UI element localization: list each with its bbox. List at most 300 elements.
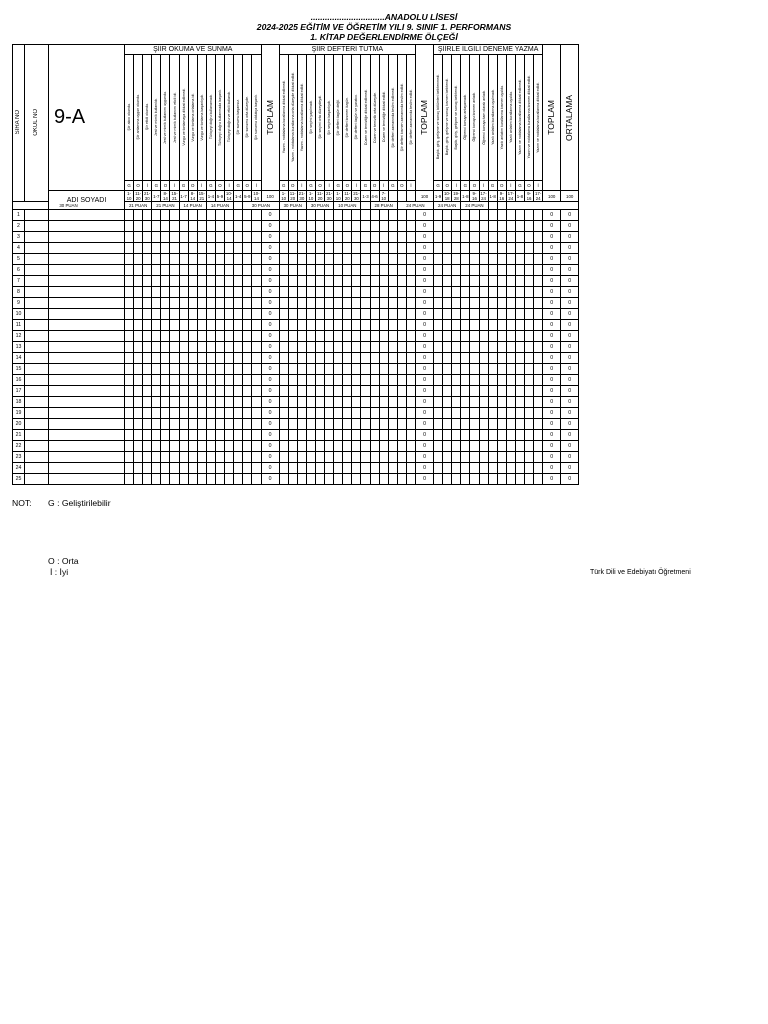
score-range — [343, 191, 352, 202]
score-cell — [288, 265, 297, 276]
score-cell — [452, 320, 461, 331]
grade-letter-text: G — [127, 183, 131, 188]
score-cell — [406, 375, 415, 386]
criterion-text: Yazım - noktalama kurallarına dikkat edildi. — [299, 82, 304, 152]
row-number — [13, 320, 25, 331]
score-cell — [434, 408, 443, 419]
score-cell — [206, 309, 215, 320]
score-cell — [361, 430, 370, 441]
score-cell — [406, 243, 415, 254]
score-cell — [161, 419, 170, 430]
section-total-cell-text: 0 — [423, 431, 426, 438]
table-row — [13, 375, 579, 386]
score-cell — [515, 474, 524, 485]
section-total-cell-text: 0 — [268, 398, 272, 405]
score-cell — [379, 474, 388, 485]
score-cell — [288, 287, 297, 298]
section-total-cell — [261, 298, 279, 309]
average-cell — [561, 430, 579, 441]
score-cell — [161, 320, 170, 331]
score-cell — [125, 386, 134, 397]
grade-letter — [515, 181, 524, 191]
score-range-text: 21-30 — [144, 191, 151, 201]
points-label — [397, 202, 433, 210]
score-range-text: 1-8 — [516, 193, 524, 199]
section-total-cell-text: 0 — [550, 365, 554, 372]
score-cell — [361, 309, 370, 320]
score-range — [225, 191, 234, 202]
score-cell — [152, 463, 161, 474]
section-total-cell — [543, 221, 561, 232]
grade-letter-text: G — [391, 183, 395, 188]
score-cell — [515, 320, 524, 331]
score-cell — [379, 298, 388, 309]
section-total-cell-text: 0 — [423, 266, 426, 273]
points-label — [306, 202, 333, 210]
score-cell — [406, 474, 415, 485]
score-cell — [325, 353, 334, 364]
section-total-cell-text: 0 — [423, 420, 426, 427]
score-range — [161, 191, 170, 202]
section-total-cell — [261, 474, 279, 485]
points-label-text: 10 PUAN — [338, 203, 357, 208]
score-cell — [352, 463, 361, 474]
score-cell — [252, 441, 261, 452]
average-cell — [561, 441, 579, 452]
adi-soyadi-header-text: ADI SOYADI — [66, 196, 107, 204]
row-number — [13, 430, 25, 441]
score-cell — [406, 408, 415, 419]
score-cell — [434, 419, 443, 430]
criterion — [325, 55, 334, 181]
score-cell — [352, 243, 361, 254]
score-cell — [406, 342, 415, 353]
score-cell — [215, 375, 224, 386]
score-cell — [506, 331, 515, 342]
score-cell — [288, 463, 297, 474]
score-cell — [179, 276, 188, 287]
section-total-cell — [261, 430, 279, 441]
score-cell — [243, 232, 252, 243]
score-cell — [188, 276, 197, 287]
score-cell — [325, 243, 334, 254]
row-number-text: 2 — [17, 222, 20, 229]
score-cell — [343, 331, 352, 342]
score-cell — [497, 474, 506, 485]
ortalama-header — [561, 45, 579, 191]
score-cell — [352, 298, 361, 309]
score-cell — [443, 430, 452, 441]
score-cell — [234, 441, 243, 452]
row-number-text: 20 — [15, 420, 22, 427]
score-cell — [315, 232, 324, 243]
score-cell — [524, 353, 533, 364]
criterion — [143, 55, 152, 181]
score-cell — [443, 232, 452, 243]
score-cell — [352, 331, 361, 342]
score-cell — [334, 221, 343, 232]
score-cell — [225, 265, 234, 276]
score-cell — [524, 452, 533, 463]
section-total-cell — [543, 419, 561, 430]
score-cell — [297, 474, 306, 485]
score-cell — [488, 298, 497, 309]
score-cell — [179, 298, 188, 309]
score-cell — [397, 254, 406, 265]
score-range-text: 1-10 — [335, 191, 341, 201]
score-cell — [443, 342, 452, 353]
score-cell — [497, 243, 506, 254]
score-cell — [352, 309, 361, 320]
section-total-cell — [543, 441, 561, 452]
average-cell — [561, 276, 579, 287]
table-row — [13, 452, 579, 463]
score-cell — [343, 265, 352, 276]
section-total-cell-text: 0 — [423, 376, 426, 383]
score-cell — [225, 243, 234, 254]
score-cell — [252, 474, 261, 485]
score-cell — [161, 386, 170, 397]
score-cell — [225, 474, 234, 485]
score-cell — [234, 265, 243, 276]
score-range-text: 1-7 — [153, 193, 160, 199]
score-cell — [243, 221, 252, 232]
score-cell — [206, 265, 215, 276]
score-cell — [170, 254, 179, 265]
score-cell — [497, 331, 506, 342]
average-cell — [561, 353, 579, 364]
score-cell — [134, 397, 143, 408]
section-total-cell — [416, 397, 434, 408]
note-g: G : Geliştirilebilir — [48, 498, 111, 508]
score-cell — [152, 441, 161, 452]
score-cell — [215, 232, 224, 243]
score-cell — [461, 254, 470, 265]
score-cell — [452, 276, 461, 287]
score-cell — [515, 331, 524, 342]
score-cell — [370, 342, 379, 353]
score-cell — [524, 210, 533, 221]
grade-letter-text: O — [445, 183, 449, 188]
okul-no-cell — [25, 287, 49, 298]
score-cell — [243, 408, 252, 419]
score-cell — [170, 210, 179, 221]
score-cell — [488, 210, 497, 221]
score-cell — [343, 309, 352, 320]
score-cell — [434, 298, 443, 309]
score-cell — [524, 342, 533, 353]
score-cell — [334, 375, 343, 386]
score-cell — [524, 265, 533, 276]
section-total-cell — [543, 232, 561, 243]
score-cell — [215, 353, 224, 364]
criterion-text: Vurgu ve tonlamaya dikkat edilmedi. — [181, 88, 186, 146]
score-cell — [334, 364, 343, 375]
score-range — [206, 191, 215, 202]
score-cell — [234, 430, 243, 441]
section-total-cell-text: 0 — [550, 266, 554, 273]
score-cell — [379, 353, 388, 364]
score-cell — [361, 232, 370, 243]
points-label — [206, 202, 233, 210]
section-total-cell-text: 0 — [550, 299, 554, 306]
score-cell — [134, 265, 143, 276]
score-cell — [125, 254, 134, 265]
criterion — [506, 55, 515, 181]
score-cell — [234, 397, 243, 408]
grade-letter-text: O — [500, 183, 504, 188]
score-cell — [452, 397, 461, 408]
score-cell — [315, 474, 324, 485]
section-total-cell-text: 0 — [423, 475, 426, 482]
score-cell — [343, 397, 352, 408]
score-cell — [125, 463, 134, 474]
section-total-cell-text: 0 — [423, 365, 426, 372]
score-range-text: 10-14 — [253, 191, 260, 201]
score-cell — [470, 221, 479, 232]
score-cell — [443, 375, 452, 386]
score-cell — [252, 342, 261, 353]
score-cell — [134, 254, 143, 265]
points-label-text: 30 PUAN — [251, 203, 271, 208]
row-number — [13, 298, 25, 309]
score-cell — [315, 386, 324, 397]
score-cell — [215, 320, 224, 331]
okul-no-cell — [25, 474, 49, 485]
score-cell — [315, 375, 324, 386]
score-cell — [343, 408, 352, 419]
section-total-cell — [543, 287, 561, 298]
score-cell — [434, 287, 443, 298]
score-cell — [515, 408, 524, 419]
score-cell — [197, 364, 206, 375]
row-number — [13, 452, 25, 463]
score-cell — [497, 364, 506, 375]
score-cell — [479, 342, 488, 353]
points-label — [279, 202, 306, 210]
score-cell — [125, 364, 134, 375]
score-cell — [134, 243, 143, 254]
points-label-text: 30 PUAN — [310, 203, 330, 208]
score-cell — [352, 364, 361, 375]
score-cell — [434, 221, 443, 232]
score-cell — [134, 353, 143, 364]
school-title: ...............................ANADOLU LİSESİ — [310, 12, 458, 22]
score-cell — [361, 210, 370, 221]
criterion-text: Yazım ve noktalama kurallarına kısmen dikkat edildi. — [527, 75, 532, 159]
ortalama-header-text: ORTALAMA — [564, 94, 575, 141]
score-cell — [188, 309, 197, 320]
score-range-text: 8-14 — [162, 191, 168, 201]
section-total-cell — [543, 386, 561, 397]
score-cell — [234, 364, 243, 375]
section-total-cell — [543, 364, 561, 375]
score-cell — [225, 309, 234, 320]
row-number — [13, 419, 25, 430]
score-cell — [443, 397, 452, 408]
score-cell — [152, 276, 161, 287]
score-cell — [506, 397, 515, 408]
score-cell — [206, 353, 215, 364]
score-cell — [443, 419, 452, 430]
score-cell — [170, 430, 179, 441]
score-cell — [279, 441, 288, 452]
score-range — [497, 191, 506, 202]
score-cell — [134, 364, 143, 375]
score-cell — [461, 452, 470, 463]
section-total-cell-text: 0 — [423, 321, 426, 328]
score-cell — [370, 353, 379, 364]
score-cell — [279, 331, 288, 342]
score-cell — [479, 254, 488, 265]
section-total-cell — [261, 254, 279, 265]
section-total-cell — [543, 298, 561, 309]
score-cell — [334, 419, 343, 430]
score-cell — [170, 386, 179, 397]
score-cell — [388, 210, 397, 221]
grade-letter — [434, 181, 443, 191]
score-cell — [379, 419, 388, 430]
score-cell — [143, 441, 152, 452]
score-cell — [515, 430, 524, 441]
score-cell — [297, 430, 306, 441]
score-cell — [488, 309, 497, 320]
average-cell — [561, 287, 579, 298]
score-cell — [325, 309, 334, 320]
score-cell — [288, 221, 297, 232]
score-cell — [534, 232, 543, 243]
score-cell — [461, 474, 470, 485]
score-cell — [461, 243, 470, 254]
score-cell — [406, 353, 415, 364]
score-cell — [170, 320, 179, 331]
grade-letter-text: G — [309, 183, 313, 188]
score-cell — [152, 474, 161, 485]
score-cell — [297, 210, 306, 221]
score-cell — [143, 353, 152, 364]
class-name — [49, 45, 125, 191]
score-cell — [361, 287, 370, 298]
section-total-cell — [416, 287, 434, 298]
score-cell — [397, 441, 406, 452]
average-cell-text: 0 — [568, 266, 572, 273]
score-cell — [315, 265, 324, 276]
row-number — [13, 397, 25, 408]
score-cell — [488, 265, 497, 276]
score-range-text: 1-7 — [180, 193, 187, 199]
score-cell — [406, 232, 415, 243]
grade-letter-text: G — [236, 183, 240, 188]
row-number-text: 24 — [15, 464, 22, 471]
score-cell — [297, 386, 306, 397]
score-cell — [534, 419, 543, 430]
criterion — [488, 55, 497, 181]
score-cell — [470, 243, 479, 254]
section-total-cell — [543, 320, 561, 331]
section-total-cell — [543, 309, 561, 320]
score-cell — [306, 386, 315, 397]
note-label: NOT: — [12, 498, 32, 508]
criterion — [352, 55, 361, 181]
score-range — [443, 191, 452, 202]
score-cell — [215, 210, 224, 221]
score-cell — [461, 320, 470, 331]
score-cell — [379, 430, 388, 441]
section-total-cell — [261, 265, 279, 276]
score-cell — [325, 210, 334, 221]
score-cell — [306, 397, 315, 408]
average-cell-text: 0 — [568, 475, 572, 482]
score-cell — [152, 309, 161, 320]
criterion-text: Şiir etkili okundu. — [145, 103, 150, 131]
score-cell — [370, 243, 379, 254]
score-cell — [252, 430, 261, 441]
section-total-cell-text: 0 — [423, 387, 426, 394]
score-cell — [288, 309, 297, 320]
score-cell — [306, 243, 315, 254]
grade-letter-text: İ — [173, 183, 176, 188]
average-cell — [561, 232, 579, 243]
score-cell — [134, 320, 143, 331]
score-cell — [470, 397, 479, 408]
score-cell — [479, 408, 488, 419]
row-number-text: 9 — [17, 299, 20, 306]
score-cell — [315, 419, 324, 430]
score-cell — [161, 408, 170, 419]
score-cell — [234, 309, 243, 320]
score-cell — [406, 254, 415, 265]
score-cell — [352, 430, 361, 441]
score-cell — [370, 386, 379, 397]
score-cell — [325, 386, 334, 397]
average-cell-text: 0 — [568, 310, 572, 317]
score-cell — [515, 309, 524, 320]
score-cell — [152, 221, 161, 232]
score-cell — [225, 342, 234, 353]
criterion — [315, 55, 324, 181]
section-total-cell — [416, 452, 434, 463]
criterion — [288, 55, 297, 181]
section-total-cell — [416, 474, 434, 485]
average-cell-text: 0 — [568, 431, 572, 438]
section-total-cell — [261, 331, 279, 342]
score-cell — [152, 430, 161, 441]
score-cell — [406, 309, 415, 320]
grade-letter — [497, 181, 506, 191]
score-cell — [479, 353, 488, 364]
section-total-cell — [261, 441, 279, 452]
grade-letter — [479, 181, 488, 191]
score-cell — [497, 353, 506, 364]
score-cell — [497, 397, 506, 408]
average-cell — [561, 320, 579, 331]
score-cell — [443, 265, 452, 276]
row-number-text: 12 — [15, 332, 22, 339]
score-cell — [343, 221, 352, 232]
score-cell — [443, 221, 452, 232]
score-cell — [306, 254, 315, 265]
score-cell — [406, 452, 415, 463]
score-cell — [125, 320, 134, 331]
score-cell — [461, 210, 470, 221]
score-cell — [397, 276, 406, 287]
score-range — [152, 191, 161, 202]
average-cell-text: 0 — [568, 222, 572, 229]
score-cell — [352, 419, 361, 430]
score-cell — [197, 265, 206, 276]
score-cell — [470, 441, 479, 452]
points-label-text: 24 PUAN — [406, 203, 425, 208]
